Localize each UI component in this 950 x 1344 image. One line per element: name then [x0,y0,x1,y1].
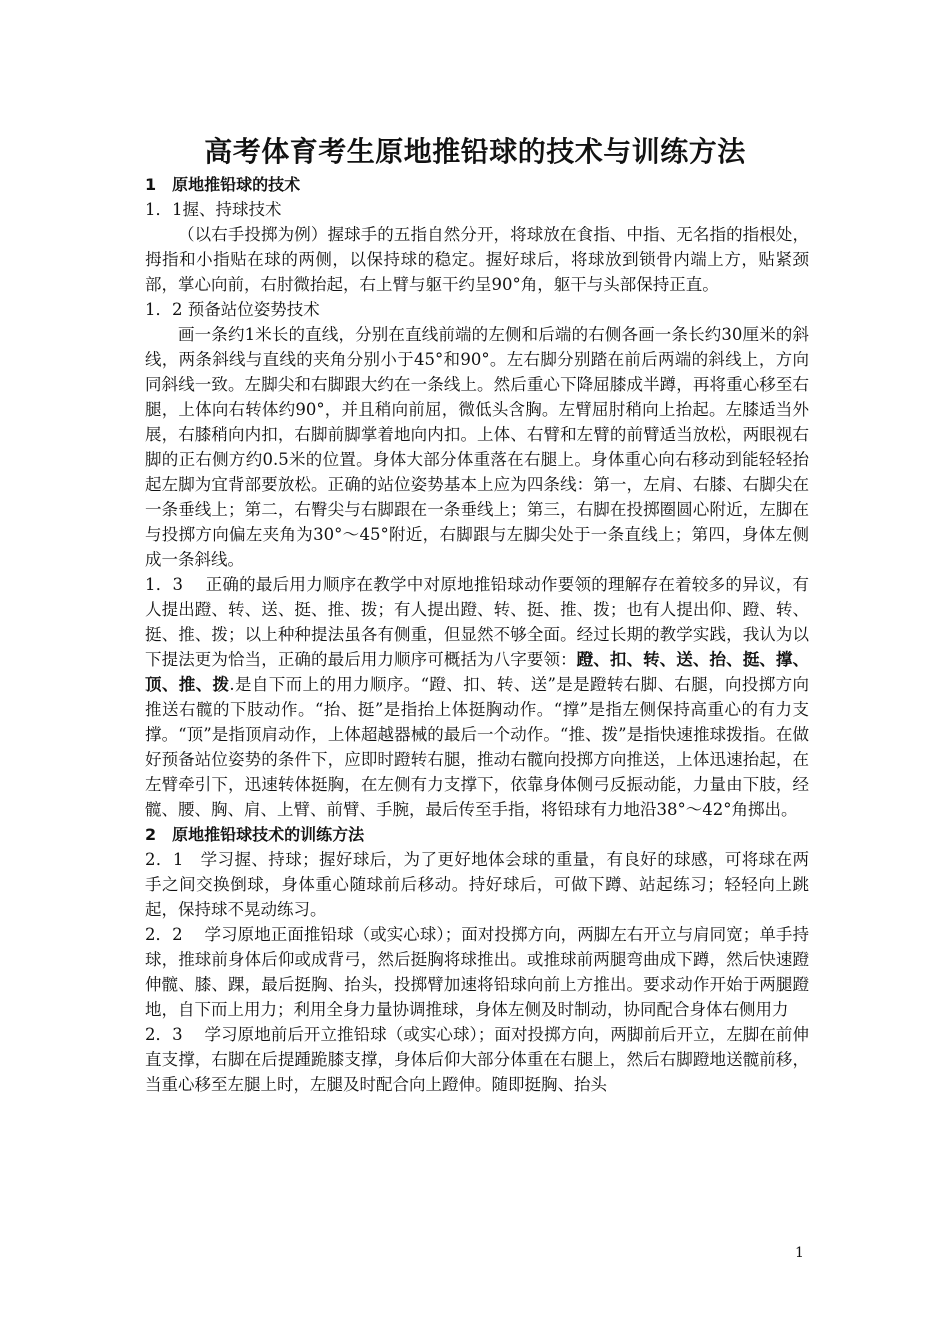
page-number: 1 [795,1245,804,1261]
section-1-heading: 1 原地推铅球的技术 [145,175,301,194]
document-body [145,172,809,1097]
section-1-3-rest: .是自下而上的用力顺序。“蹬、扣、转、送”是是蹬转右脚、右腿，向投掷方向推送右髋的下肢动作。“抬、挺”是指抬上体挺胸动作。“撑”是指左侧保持高重心的有力支撑。“顶”是指顶肩动作，上体超越器械的最后一个动作。“推、拨”是指快速推球拨指。在做好预备站位姿势的条件下，应即时蹬转右腿，推动右髋向投掷方向推送，上体迅速抬起，在左臂牵引下，迅速转体挺胸，在左侧有力支撑下，依靠身体侧弓反振动能，力量由下肢，经髋、腰、胸、肩、上臂、前臂、手腕，最后传至手指，将铅球有力地沿38°～42°角掷出。 [145,675,809,819]
section-2-1-paragraph: 2．1 学习握、持球；握好球后，为了更好地体会球的重量，有良好的球感，可将球在两手之间交换倒球，身体重心随球前后移动。持好球后，可做下蹲、站起练习；轻轻向上跳起，保持球不晃动练习。 [145,850,809,919]
section-2-2-paragraph: 2．2 学习原地正面推铅球（或实心球）；面对投掷方向，两脚左右开立与肩同宽；单手持球，推球前身体后仰或成背弓，然后挺胸将球推出。或推球前两腿弯曲成下蹲，然后快速蹬伸髋、膝、踝，最后挺胸、抬头，投掷臂加速将铅球向前上方推出。要求动作开始于两腿蹬地，自下而上用力；利用全身力量协调推球，身体左侧及时制动，协同配合身体右侧用力 [145,925,809,1019]
section-1-2-paragraph: 画一条约1米长的直线，分别在直线前端的左侧和后端的右侧各画一条长约30厘米的斜线，两条斜线与直线的夹角分别小于45°和90°。左右脚分别踏在前后两端的斜线上，方向同斜线一致。左脚尖和右脚跟大约在一条线上。然后重心下降屈膝成半蹲，再将重心移至右腿，上体向右转体约90°，并且稍向前屈，微低头含胸。左臂屈肘稍向上抬起。左膝适当外展，右膝稍向内扣，右脚前脚掌着地向内扣。上体、右臂和左臂的前臂适当放松，两眼视右脚的正右侧方约0.5米的位置。身体大部分体重落在右腿上。身体重心向右移动到能轻轻抬起左脚为宜背部要放松。正确的站位姿势基本上应为四条线：第一，左肩、右膝、右脚尖在一条垂线上；第二，右臀尖与右脚跟在一条垂线上；第三，右脚在投掷圈圆心附近，左脚在与投掷方向偏左夹角为30°～45°附近，右脚跟与左脚尖处于一条直线上；第四，身体左侧成一条斜线。 [145,325,809,569]
section-1-1-heading: 1．1握、持球技术 [145,200,282,219]
section-1-2-heading: 1．2 预备站位姿势技术 [145,300,320,319]
section-2-heading: 2 原地推铅球技术的训练方法 [145,825,365,844]
section-1-1-paragraph: （以右手投掷为例）握球手的五指自然分开，将球放在食指、中指、无名指的指根处，拇指和小指贴在球的两侧，以保持球的稳定。握好球后，将球放到锁骨内端上方，贴紧颈部，掌心向前，右肘微抬起，右上臂与躯干约呈90°角，躯干与头部保持正直。 [145,225,809,294]
section-1-3-lead: 1．3 正确的最后用力顺序在教学中对原地推铅球动作要领的理解存在着较多的异议，有人提出蹬、转、送、挺、推、拨；有人提出蹬、转、挺、推、拨；也有人提出仰、蹬、转、挺、推、拨；以上种种提法虽各有侧重，但显然不够全面。经过长期的教学实践，我认为以下提法更为恰当，正确的最后用力顺序可概括为八字要领： [145,575,809,669]
section-1-3-paragraph [145,572,809,822]
section-2-3-paragraph: 2．3 学习原地前后开立推铅球（或实心球）；面对投掷方向，两脚前后开立，左脚在前伸直支撑，右脚在后提踵跪膝支撑，身体后仰大部分体重在右腿上，然后右脚蹬地送髋前移，当重心移至左腿上时，左腿及时配合向上蹬伸。随即挺胸、抬头 [145,1025,809,1094]
section-1-3-keywords: 蹬、扣、转、送、抬、挺、撑、顶、推、拨 [145,650,810,694]
document-title: 高考体育考生原地推铅球的技术与训练方法 [204,135,746,168]
